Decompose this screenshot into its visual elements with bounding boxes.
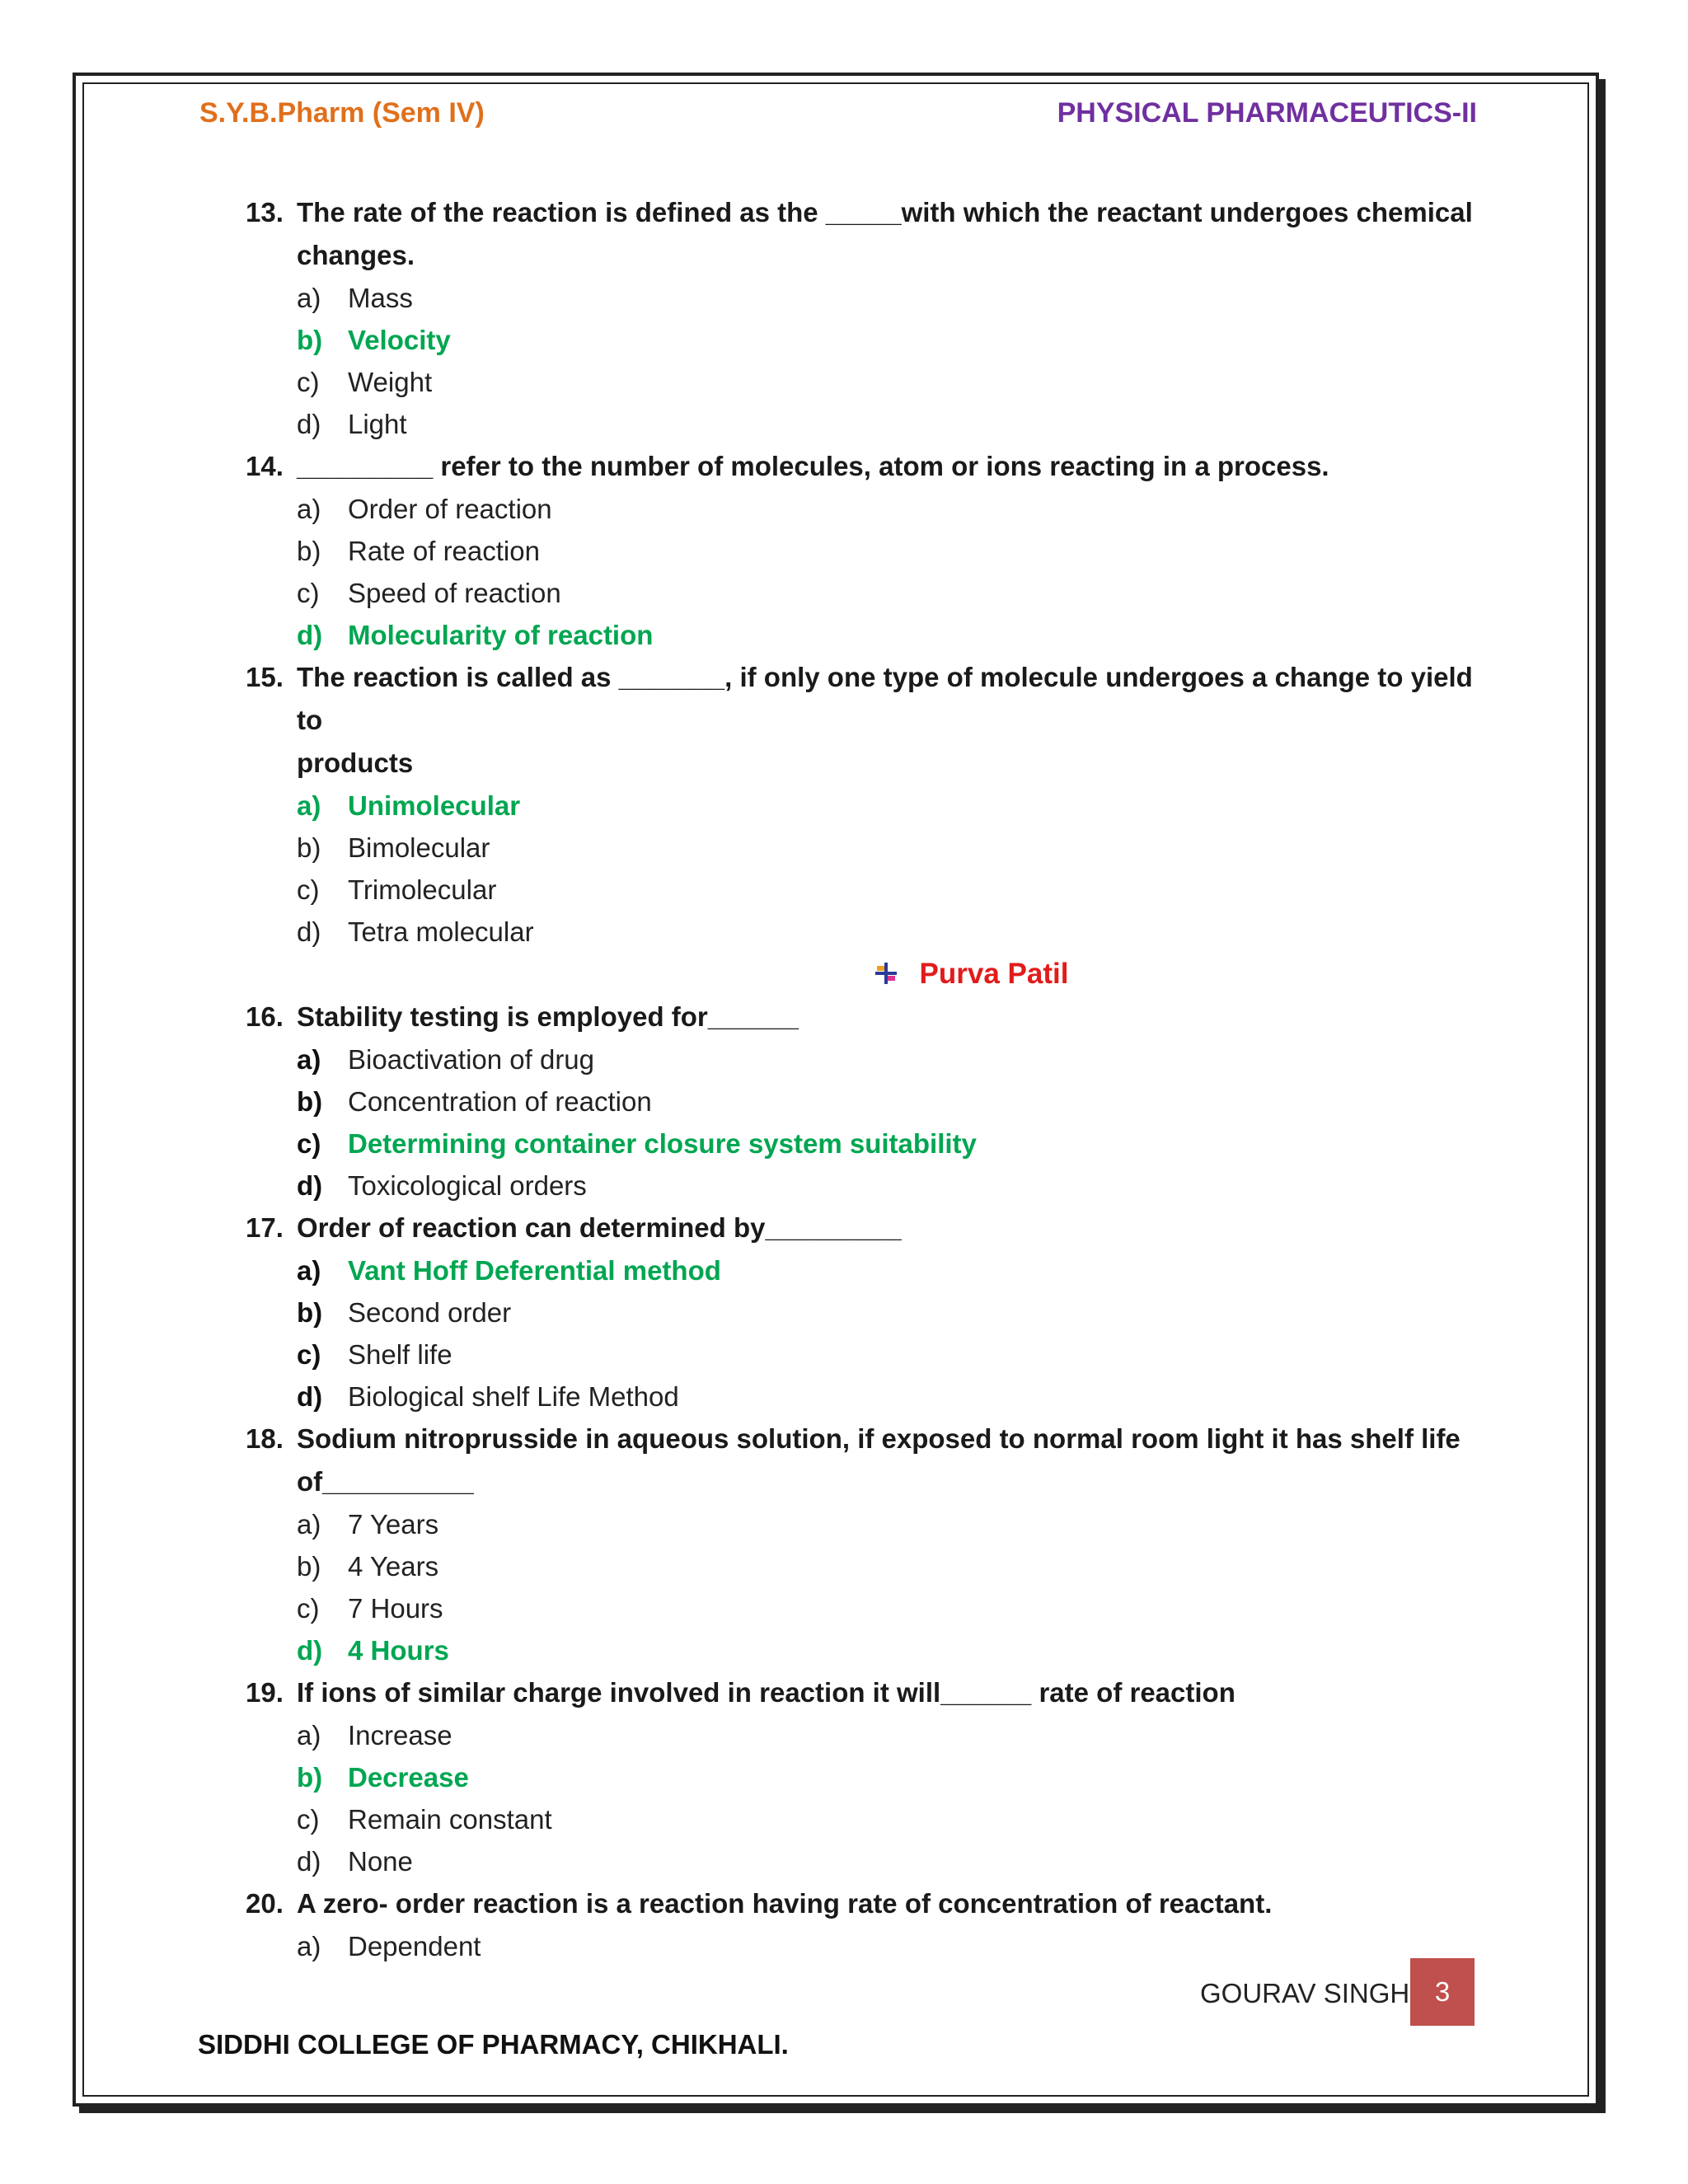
option-text: Shelf life xyxy=(348,1339,452,1370)
question-number: 20. xyxy=(246,1888,284,1919)
option-letter: a) xyxy=(297,1509,321,1540)
frame-shadow-bottom xyxy=(79,2107,1606,2113)
question-number: 17. xyxy=(246,1212,284,1243)
option-letter: a) xyxy=(297,494,321,524)
option-letter: d) xyxy=(297,1635,323,1666)
option-letter: a) xyxy=(297,1044,321,1075)
option-correct xyxy=(297,1629,1482,1671)
footer-college: SIDDHI COLLEGE OF PHARMACY, CHIKHALI. xyxy=(198,2029,789,2060)
question-number: 18. xyxy=(246,1423,284,1454)
option-text: Molecularity of reaction xyxy=(348,620,654,650)
question-number: 14. xyxy=(246,451,284,481)
option-letter: d) xyxy=(297,916,321,947)
option-text: Unimolecular xyxy=(348,790,521,821)
option-correct xyxy=(297,1122,1482,1165)
question-text-line: Stability testing is employed for______ xyxy=(297,1001,799,1032)
question xyxy=(246,1207,1482,1249)
option xyxy=(297,1333,1482,1376)
question xyxy=(246,656,1482,785)
option xyxy=(297,1798,1482,1840)
option xyxy=(297,277,1482,319)
option-text: 4 Years xyxy=(348,1551,439,1582)
option-letter: d) xyxy=(297,620,323,650)
option-letter: c) xyxy=(297,1339,321,1370)
option-letter: b) xyxy=(297,1086,323,1117)
question-text-line: changes. xyxy=(297,240,415,270)
option-correct xyxy=(297,785,1482,827)
question-number: 19. xyxy=(246,1677,284,1708)
option xyxy=(297,827,1482,869)
option-text: Bioactivation of drug xyxy=(348,1044,595,1075)
question xyxy=(246,996,1482,1038)
option-letter: c) xyxy=(297,1128,321,1159)
question-text-line: The reaction is called as _______, if only one type of molecule undergoes a change to yield to xyxy=(297,662,1473,735)
option xyxy=(297,1714,1482,1756)
option-correct xyxy=(297,319,1482,361)
question-text-line: Order of reaction can determined by_________ xyxy=(297,1212,902,1243)
option-text: Biological shelf Life Method xyxy=(348,1381,679,1412)
option-letter: d) xyxy=(297,409,321,439)
question-number: 16. xyxy=(246,1001,284,1032)
option xyxy=(297,488,1482,530)
question-number: 13. xyxy=(246,197,284,227)
option-correct xyxy=(297,614,1482,656)
question-text-line: of__________ xyxy=(297,1466,474,1497)
option-text: Order of reaction xyxy=(348,494,552,524)
option xyxy=(297,869,1482,911)
option-text: Toxicological orders xyxy=(348,1170,587,1201)
option xyxy=(297,1080,1482,1122)
option xyxy=(297,572,1482,614)
option-text: 4 Hours xyxy=(348,1635,449,1666)
option-letter: a) xyxy=(297,1931,321,1961)
question-text-line: The rate of the reaction is defined as the _____with which the reactant undergoes chemical xyxy=(297,197,1473,227)
option xyxy=(297,1840,1482,1882)
option-letter: c) xyxy=(297,874,320,905)
question-text-line: _________ refer to the number of molecules, atom or ions reacting in a process. xyxy=(297,451,1329,481)
option-correct xyxy=(297,1756,1482,1798)
option-text: Remain constant xyxy=(348,1804,552,1835)
bullet-star-icon xyxy=(874,961,898,986)
option-letter: b) xyxy=(297,1551,321,1582)
option xyxy=(297,1291,1482,1333)
option-letter: c) xyxy=(297,1804,320,1835)
option-letter: b) xyxy=(297,1762,323,1793)
question xyxy=(246,1418,1482,1503)
option-text: Determining container closure system suitability xyxy=(348,1128,977,1159)
option-letter: d) xyxy=(297,1381,323,1412)
option-correct xyxy=(297,1249,1482,1291)
option xyxy=(297,361,1482,403)
option xyxy=(297,403,1482,445)
option-letter: a) xyxy=(297,283,321,313)
question-text-line: products xyxy=(297,748,414,778)
option-text: Vant Hoff Deferential method xyxy=(348,1255,721,1286)
option xyxy=(297,1038,1482,1080)
author-signature xyxy=(460,953,1482,996)
option xyxy=(297,1503,1482,1545)
option-letter: b) xyxy=(297,1297,323,1328)
option-letter: d) xyxy=(297,1170,323,1201)
option-text: Velocity xyxy=(348,325,451,355)
option-text: Bimolecular xyxy=(348,832,490,863)
option xyxy=(297,530,1482,572)
option-letter: d) xyxy=(297,1846,321,1877)
option-letter: b) xyxy=(297,325,323,355)
option-text: None xyxy=(348,1846,413,1877)
frame-shadow-right xyxy=(1599,79,1606,2113)
author-name: Purva Patil xyxy=(919,958,1069,990)
option-letter: c) xyxy=(297,1593,320,1624)
option-text: Second order xyxy=(348,1297,512,1328)
option-text: 7 Years xyxy=(348,1509,439,1540)
option-text: Light xyxy=(348,409,407,439)
option-text: Trimolecular xyxy=(348,874,497,905)
option-text: Speed of reaction xyxy=(348,578,561,608)
option-letter: b) xyxy=(297,536,321,566)
question-list xyxy=(246,191,1482,1967)
option-letter: a) xyxy=(297,1720,321,1750)
option-letter: c) xyxy=(297,367,320,397)
footer-author: GOURAV SINGH xyxy=(1200,1978,1410,2008)
option-text: 7 Hours xyxy=(348,1593,443,1624)
question-text-line: If ions of similar charge involved in reaction it will______ rate of reaction xyxy=(297,1677,1236,1708)
option-text: Mass xyxy=(348,283,413,313)
question-text-line: A zero- order reaction is a reaction having rate of concentration of reactant. xyxy=(297,1888,1273,1919)
page-number: 3 xyxy=(1410,1958,1475,2026)
option-letter: c) xyxy=(297,578,320,608)
question-text-line: Sodium nitroprusside in aqueous solution, if exposed to normal room light it has shelf life xyxy=(297,1423,1461,1454)
option-text: Concentration of reaction xyxy=(348,1086,652,1117)
option-text: Rate of reaction xyxy=(348,536,540,566)
option-text: Tetra molecular xyxy=(348,916,534,947)
option xyxy=(297,1165,1482,1207)
option xyxy=(297,1925,1482,1967)
option-text: Dependent xyxy=(348,1931,481,1961)
header-course: S.Y.B.Pharm (Sem IV) xyxy=(199,97,485,129)
option-text: Weight xyxy=(348,367,433,397)
header-subject: PHYSICAL PHARMACEUTICS-II xyxy=(1057,97,1477,129)
option-letter: b) xyxy=(297,832,321,863)
question xyxy=(246,1671,1482,1714)
option xyxy=(297,1545,1482,1587)
option xyxy=(297,1587,1482,1629)
option-text: Decrease xyxy=(348,1762,469,1793)
question xyxy=(246,1882,1482,1925)
option xyxy=(297,1376,1482,1418)
option-letter: a) xyxy=(297,790,321,821)
option xyxy=(297,911,1482,953)
question xyxy=(246,445,1482,488)
question xyxy=(246,191,1482,277)
option-text: Increase xyxy=(348,1720,452,1750)
question-number: 15. xyxy=(246,662,284,692)
option-letter: a) xyxy=(297,1255,321,1286)
